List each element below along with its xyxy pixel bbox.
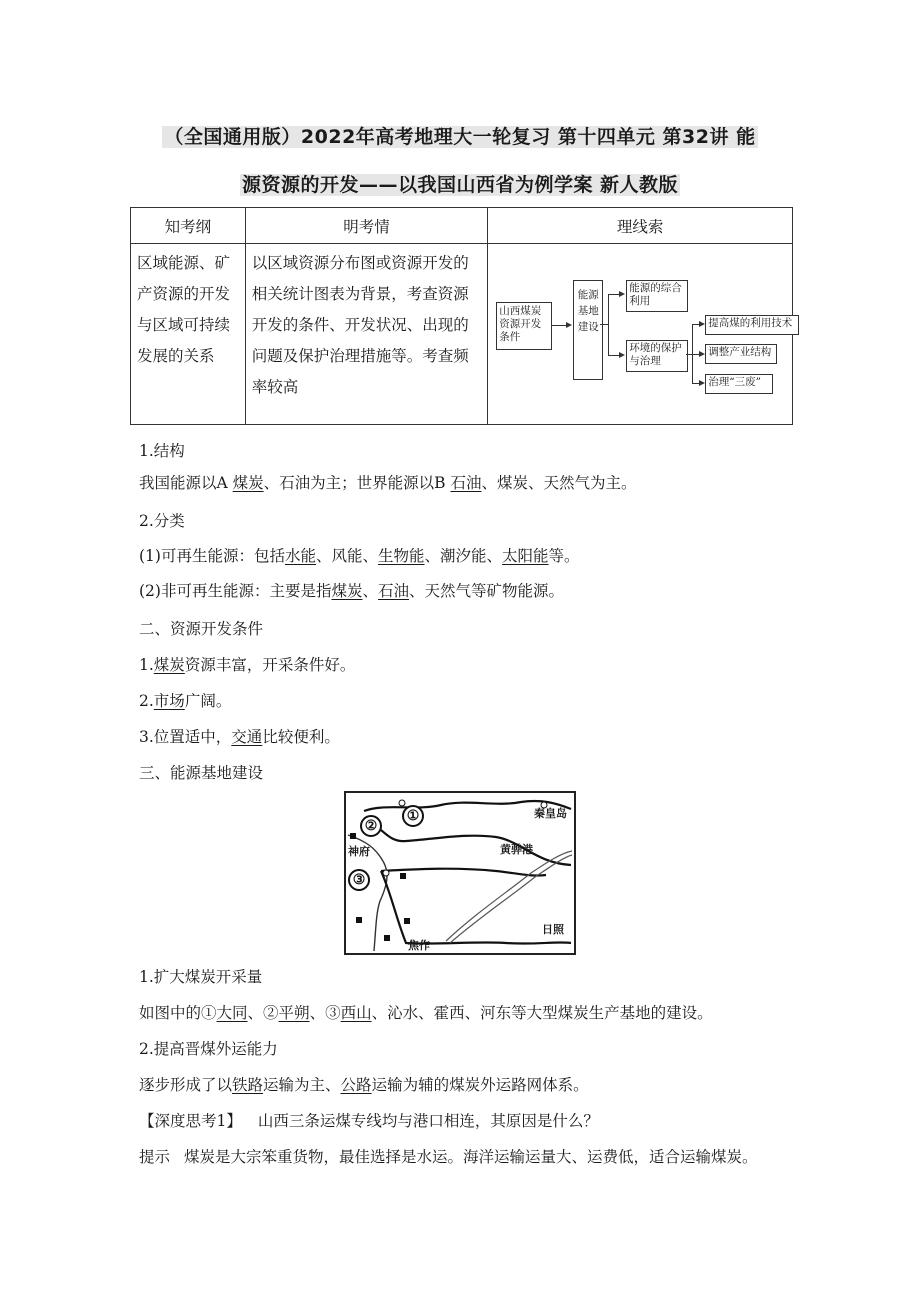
flow-result-1: 提高煤的利用技术	[705, 315, 799, 335]
city-marker	[399, 800, 405, 806]
syllabus-cell: 区域能源、矿产资源的开发与区域可持续发展的关系	[131, 244, 246, 425]
doc-title-line2: 源资源的开发——以我国山西省为例学案 新人教版	[241, 174, 679, 196]
table-header-row	[131, 208, 793, 244]
section-transport-heading: 2.提高晋煤外运能力	[139, 1040, 278, 1058]
marker-1-datong: ①	[402, 805, 424, 827]
coal-base-marker	[404, 918, 410, 924]
coal-transport-map	[344, 791, 576, 955]
nonrenewable-line: (2)非可再生能源：主要是指煤炭、石油、天然气等矿物能源。	[139, 582, 565, 600]
flow-connector	[551, 325, 567, 326]
rail-line-2	[364, 821, 571, 865]
hint-answer: 提示 煤炭是大宗笨重货物，最佳选择是水运。海洋运输运量大、运费低，适合运输煤炭。	[139, 1148, 758, 1166]
coal-base-marker	[356, 917, 362, 923]
deep-thinking-label: 【深度思考1】	[139, 1112, 242, 1130]
section-structure-heading: 1.结构	[139, 442, 185, 460]
coal-base-marker	[384, 935, 390, 941]
map-label-jiaozuo: 焦作	[408, 939, 430, 952]
flow-result-2: 调整产业结构	[705, 344, 777, 364]
deep-thinking-question: 【深度思考1】 山西三条运煤专线均与港口相连，其原因是什么？	[139, 1112, 599, 1130]
marker-3-xishan: ③	[348, 869, 370, 891]
answer-b: 石油	[450, 474, 482, 492]
marker-2-pingshuo: ②	[360, 815, 382, 837]
flow-diagram-cell	[488, 244, 793, 425]
flow-base-box: 能源基地建设	[573, 280, 603, 380]
section-conditions-heading: 二、资源开发条件	[139, 620, 264, 638]
section-expand-heading: 1.扩大煤炭开采量	[139, 968, 263, 986]
map-label-shenfu: 神府	[348, 845, 370, 858]
flow-start-box: 山西煤炭资源开发条件	[496, 302, 552, 350]
section-transport-text: 逐步形成了以铁路运输为主、公路运输为辅的煤炭外运路网体系。	[139, 1076, 589, 1094]
coal-base-marker	[350, 833, 356, 839]
arrow-icon	[619, 291, 625, 297]
condition-1: 1.煤炭资源丰富，开采条件好。	[139, 656, 356, 674]
answer-a: 煤炭	[232, 474, 264, 492]
map-label-huanghuagang: 黄骅港	[500, 843, 533, 856]
condition-3: 3.位置适中，交通比较便利。	[139, 728, 340, 746]
flow-use-box: 能源的综合利用	[626, 280, 688, 312]
header-lixiansuo: 理线索	[488, 208, 793, 244]
flow-protect-box: 环境的保护与治理	[626, 340, 688, 372]
overview-table	[130, 207, 793, 425]
map-label-rizhao: 日照	[542, 923, 564, 936]
city-marker	[383, 870, 389, 876]
renewable-line: (1)可再生能源：包括水能、风能、生物能、潮汐能、太阳能等。	[139, 547, 580, 565]
exam-info-cell: 以区域资源分布图或资源开发的相关统计图表为背景，考查资源开发的条件、开发状况、出现的问题及保护治理措施等。考查频率较高	[245, 244, 488, 425]
section-class-heading: 2.分类	[139, 512, 185, 530]
section-base-heading: 三、能源基地建设	[139, 764, 264, 782]
flow-connector	[608, 294, 609, 356]
section-structure-text: 我国能源以A 煤炭、石油为主；世界能源以B 石油、煤炭、天然气为主。	[139, 474, 637, 492]
condition-2: 2.市场广阔。	[139, 692, 232, 710]
section-expand-text: 如图中的①大同、②平朔、③西山、沁水、霍西、河东等大型煤炭生产基地的建设。	[139, 1004, 713, 1022]
coal-base-marker	[400, 873, 406, 879]
flow-connector	[600, 324, 608, 325]
map-label-qinhuangdao: 秦皇岛	[534, 807, 567, 820]
hint-label: 提示	[139, 1148, 171, 1166]
arrow-icon	[566, 322, 572, 328]
doc-title-line1: （全国通用版）2022年高考地理大一轮复习 第十四单元 第32讲 能	[164, 126, 756, 148]
flow-result-3: 治理“三废”	[705, 374, 773, 394]
header-zhikaogang: 知考纲	[131, 208, 246, 244]
table-body-row	[131, 244, 793, 425]
arrow-icon	[619, 352, 625, 358]
header-mingkaoqing: 明考情	[245, 208, 488, 244]
